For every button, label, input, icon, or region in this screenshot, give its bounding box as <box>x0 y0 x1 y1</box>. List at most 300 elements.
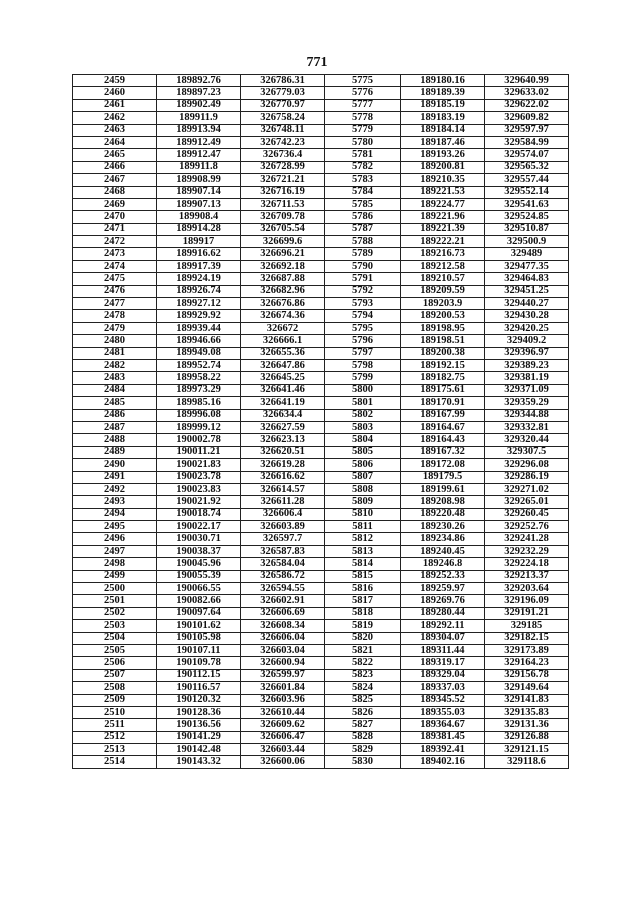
cell-y-left: 326728.99 <box>241 161 325 173</box>
cell-y-left: 326699.6 <box>241 236 325 248</box>
cell-y-right: 329213.37 <box>485 570 569 582</box>
cell-x-left: 190022.17 <box>157 521 241 533</box>
table-row <box>73 397 569 409</box>
cell-x-right: 189364.67 <box>401 719 485 731</box>
cell-point-id-left: 2493 <box>73 496 157 508</box>
cell-x-left: 189958.22 <box>157 372 241 384</box>
table-row <box>73 583 569 595</box>
table-row <box>73 87 569 99</box>
cell-point-id-left: 2476 <box>73 285 157 297</box>
cell-x-right: 189167.32 <box>401 446 485 458</box>
cell-x-left: 189999.12 <box>157 421 241 433</box>
cell-point-id-left: 2496 <box>73 533 157 545</box>
table-row <box>73 595 569 607</box>
cell-x-right: 189200.81 <box>401 161 485 173</box>
cell-x-right: 189319.17 <box>401 657 485 669</box>
table-row <box>73 719 569 731</box>
cell-y-right: 329640.99 <box>485 75 569 87</box>
cell-x-left: 189902.49 <box>157 99 241 111</box>
cell-y-left: 326655.36 <box>241 347 325 359</box>
cell-x-right: 189193.26 <box>401 149 485 161</box>
cell-y-right: 329118.6 <box>485 756 569 768</box>
cell-y-right: 329389.23 <box>485 359 569 371</box>
cell-y-left: 326609.62 <box>241 719 325 731</box>
table-row <box>73 496 569 508</box>
table-row <box>73 434 569 446</box>
cell-x-right: 189292.11 <box>401 620 485 632</box>
cell-x-right: 189224.77 <box>401 198 485 210</box>
cell-point-id-left: 2502 <box>73 607 157 619</box>
cell-x-right: 189184.14 <box>401 124 485 136</box>
cell-y-right: 329296.08 <box>485 459 569 471</box>
cell-x-right: 189198.95 <box>401 322 485 334</box>
cell-x-left: 189911.8 <box>157 161 241 173</box>
table-row <box>73 483 569 495</box>
cell-point-id-right: 5828 <box>325 731 401 743</box>
cell-point-id-right: 5819 <box>325 620 401 632</box>
cell-x-right: 189210.35 <box>401 174 485 186</box>
cell-x-left: 189916.62 <box>157 248 241 260</box>
cell-point-id-right: 5779 <box>325 124 401 136</box>
cell-y-left: 326672 <box>241 322 325 334</box>
cell-y-left: 326705.54 <box>241 223 325 235</box>
cell-x-right: 189164.43 <box>401 434 485 446</box>
cell-y-left: 326603.96 <box>241 694 325 706</box>
cell-x-left: 189973.29 <box>157 384 241 396</box>
cell-x-right: 189221.53 <box>401 186 485 198</box>
cell-y-right: 329141.83 <box>485 694 569 706</box>
cell-y-left: 326599.97 <box>241 669 325 681</box>
table-row <box>73 335 569 347</box>
cell-y-right: 329173.89 <box>485 644 569 656</box>
coordinates-table-body <box>73 75 569 769</box>
cell-x-left: 189927.12 <box>157 298 241 310</box>
cell-y-left: 326779.03 <box>241 87 325 99</box>
cell-point-id-left: 2465 <box>73 149 157 161</box>
cell-y-right: 329420.25 <box>485 322 569 334</box>
table-row <box>73 347 569 359</box>
cell-point-id-right: 5792 <box>325 285 401 297</box>
cell-x-left: 190082.66 <box>157 595 241 607</box>
cell-point-id-right: 5788 <box>325 236 401 248</box>
cell-x-right: 189304.07 <box>401 632 485 644</box>
cell-y-left: 326606.47 <box>241 731 325 743</box>
cell-point-id-left: 2504 <box>73 632 157 644</box>
cell-point-id-right: 5810 <box>325 508 401 520</box>
cell-point-id-left: 2486 <box>73 409 157 421</box>
cell-y-left: 326603.44 <box>241 744 325 756</box>
cell-y-right: 329500.9 <box>485 236 569 248</box>
cell-point-id-left: 2461 <box>73 99 157 111</box>
table-row <box>73 99 569 111</box>
cell-point-id-right: 5809 <box>325 496 401 508</box>
cell-point-id-left: 2467 <box>73 174 157 186</box>
cell-x-left: 190116.57 <box>157 682 241 694</box>
cell-y-right: 329232.29 <box>485 545 569 557</box>
cell-x-left: 190011.21 <box>157 446 241 458</box>
cell-point-id-left: 2470 <box>73 211 157 223</box>
cell-point-id-right: 5794 <box>325 310 401 322</box>
cell-y-right: 329224.18 <box>485 558 569 570</box>
cell-y-right: 329196.09 <box>485 595 569 607</box>
table-row <box>73 149 569 161</box>
cell-y-right: 329156.78 <box>485 669 569 681</box>
cell-x-right: 189402.16 <box>401 756 485 768</box>
cell-point-id-left: 2462 <box>73 112 157 124</box>
cell-y-right: 329149.64 <box>485 682 569 694</box>
cell-x-right: 189221.39 <box>401 223 485 235</box>
table-row <box>73 570 569 582</box>
cell-x-right: 189337.03 <box>401 682 485 694</box>
cell-y-left: 326696.21 <box>241 248 325 260</box>
cell-y-left: 326676.86 <box>241 298 325 310</box>
cell-x-right: 189259.97 <box>401 583 485 595</box>
cell-x-right: 189234.86 <box>401 533 485 545</box>
table-row <box>73 421 569 433</box>
table-row <box>73 372 569 384</box>
cell-point-id-left: 2506 <box>73 657 157 669</box>
cell-x-left: 189917.39 <box>157 260 241 272</box>
table-row <box>73 124 569 136</box>
page-number: 771 <box>306 55 328 70</box>
cell-x-left: 189924.19 <box>157 273 241 285</box>
cell-point-id-right: 5807 <box>325 471 401 483</box>
cell-point-id-left: 2512 <box>73 731 157 743</box>
cell-point-id-right: 5817 <box>325 595 401 607</box>
cell-y-right: 329191.21 <box>485 607 569 619</box>
cell-point-id-right: 5824 <box>325 682 401 694</box>
cell-y-right: 329381.19 <box>485 372 569 384</box>
cell-point-id-right: 5821 <box>325 644 401 656</box>
cell-x-right: 189280.44 <box>401 607 485 619</box>
cell-point-id-left: 2499 <box>73 570 157 582</box>
cell-point-id-left: 2481 <box>73 347 157 359</box>
cell-y-right: 329332.81 <box>485 421 569 433</box>
cell-point-id-right: 5806 <box>325 459 401 471</box>
cell-x-right: 189179.5 <box>401 471 485 483</box>
cell-x-left: 190030.71 <box>157 533 241 545</box>
table-row <box>73 186 569 198</box>
cell-x-right: 189252.33 <box>401 570 485 582</box>
cell-y-left: 326620.51 <box>241 446 325 458</box>
cell-y-left: 326645.25 <box>241 372 325 384</box>
cell-y-right: 329609.82 <box>485 112 569 124</box>
cell-point-id-left: 2472 <box>73 236 157 248</box>
cell-x-left: 189949.08 <box>157 347 241 359</box>
cell-y-left: 326716.19 <box>241 186 325 198</box>
table-row <box>73 657 569 669</box>
cell-x-left: 189929.92 <box>157 310 241 322</box>
cell-point-id-right: 5796 <box>325 335 401 347</box>
cell-y-left: 326711.53 <box>241 198 325 210</box>
cell-x-left: 190107.11 <box>157 644 241 656</box>
cell-point-id-right: 5785 <box>325 198 401 210</box>
cell-x-left: 189908.99 <box>157 174 241 186</box>
cell-point-id-right: 5826 <box>325 706 401 718</box>
table-row <box>73 706 569 718</box>
cell-y-left: 326721.21 <box>241 174 325 186</box>
cell-point-id-right: 5801 <box>325 397 401 409</box>
table-row <box>73 669 569 681</box>
cell-point-id-left: 2473 <box>73 248 157 260</box>
cell-y-right: 329126.88 <box>485 731 569 743</box>
cell-point-id-right: 5815 <box>325 570 401 582</box>
table-row <box>73 248 569 260</box>
cell-point-id-right: 5820 <box>325 632 401 644</box>
cell-x-right: 189175.61 <box>401 384 485 396</box>
cell-x-left: 190055.39 <box>157 570 241 582</box>
cell-x-left: 190021.83 <box>157 459 241 471</box>
cell-x-left: 189946.66 <box>157 335 241 347</box>
table-row <box>73 644 569 656</box>
cell-point-id-right: 5778 <box>325 112 401 124</box>
cell-y-left: 326606.04 <box>241 632 325 644</box>
cell-y-right: 329584.99 <box>485 136 569 148</box>
cell-y-right: 329510.87 <box>485 223 569 235</box>
cell-y-right: 329574.07 <box>485 149 569 161</box>
cell-x-left: 189907.14 <box>157 186 241 198</box>
cell-y-left: 326614.57 <box>241 483 325 495</box>
cell-y-left: 326603.89 <box>241 521 325 533</box>
cell-point-id-right: 5789 <box>325 248 401 260</box>
cell-y-left: 326601.84 <box>241 682 325 694</box>
cell-y-left: 326742.23 <box>241 136 325 148</box>
cell-point-id-left: 2501 <box>73 595 157 607</box>
cell-y-right: 329121.15 <box>485 744 569 756</box>
cell-x-left: 189912.49 <box>157 136 241 148</box>
cell-point-id-left: 2508 <box>73 682 157 694</box>
cell-y-left: 326616.62 <box>241 471 325 483</box>
cell-y-right: 329286.19 <box>485 471 569 483</box>
cell-y-right: 329633.02 <box>485 87 569 99</box>
cell-y-right: 329135.83 <box>485 706 569 718</box>
cell-y-right: 329396.97 <box>485 347 569 359</box>
cell-y-left: 326641.19 <box>241 397 325 409</box>
table-row <box>73 756 569 768</box>
cell-point-id-right: 5803 <box>325 421 401 433</box>
cell-x-right: 189164.67 <box>401 421 485 433</box>
cell-x-left: 189907.13 <box>157 198 241 210</box>
table-row <box>73 260 569 272</box>
cell-x-left: 190105.98 <box>157 632 241 644</box>
cell-x-left: 190112.15 <box>157 669 241 681</box>
cell-x-right: 189230.26 <box>401 521 485 533</box>
cell-x-right: 189246.8 <box>401 558 485 570</box>
cell-y-left: 326770.97 <box>241 99 325 111</box>
table-row <box>73 682 569 694</box>
cell-y-right: 329552.14 <box>485 186 569 198</box>
cell-x-left: 190038.37 <box>157 545 241 557</box>
cell-point-id-right: 5808 <box>325 483 401 495</box>
table-row <box>73 211 569 223</box>
cell-point-id-right: 5787 <box>325 223 401 235</box>
cell-x-left: 189911.9 <box>157 112 241 124</box>
cell-point-id-left: 2490 <box>73 459 157 471</box>
cell-x-right: 189210.57 <box>401 273 485 285</box>
cell-y-left: 326584.04 <box>241 558 325 570</box>
table-row <box>73 694 569 706</box>
cell-x-left: 189892.76 <box>157 75 241 87</box>
table-row <box>73 607 569 619</box>
table-row <box>73 285 569 297</box>
cell-x-left: 190023.83 <box>157 483 241 495</box>
cell-x-left: 189952.74 <box>157 359 241 371</box>
cell-y-left: 326647.86 <box>241 359 325 371</box>
cell-point-id-right: 5818 <box>325 607 401 619</box>
cell-y-left: 326586.72 <box>241 570 325 582</box>
cell-x-left: 190101.62 <box>157 620 241 632</box>
cell-x-left: 190128.36 <box>157 706 241 718</box>
cell-y-left: 326627.59 <box>241 421 325 433</box>
cell-y-right: 329164.23 <box>485 657 569 669</box>
cell-point-id-right: 5777 <box>325 99 401 111</box>
table-row <box>73 198 569 210</box>
cell-x-right: 189172.08 <box>401 459 485 471</box>
cell-x-left: 190066.55 <box>157 583 241 595</box>
cell-point-id-left: 2474 <box>73 260 157 272</box>
cell-point-id-left: 2471 <box>73 223 157 235</box>
cell-x-left: 189939.44 <box>157 322 241 334</box>
table-row <box>73 310 569 322</box>
cell-x-left: 190142.48 <box>157 744 241 756</box>
cell-y-left: 326666.1 <box>241 335 325 347</box>
cell-x-right: 189200.53 <box>401 310 485 322</box>
cell-y-left: 326602.91 <box>241 595 325 607</box>
cell-x-right: 189212.58 <box>401 260 485 272</box>
cell-point-id-right: 5781 <box>325 149 401 161</box>
cell-y-left: 326709.78 <box>241 211 325 223</box>
cell-y-right: 329260.45 <box>485 508 569 520</box>
cell-y-left: 326587.83 <box>241 545 325 557</box>
cell-x-left: 189926.74 <box>157 285 241 297</box>
cell-point-id-left: 2511 <box>73 719 157 731</box>
cell-point-id-left: 2503 <box>73 620 157 632</box>
cell-point-id-right: 5802 <box>325 409 401 421</box>
cell-x-right: 189311.44 <box>401 644 485 656</box>
cell-point-id-right: 5797 <box>325 347 401 359</box>
cell-y-left: 326608.34 <box>241 620 325 632</box>
cell-y-left: 326736.4 <box>241 149 325 161</box>
cell-point-id-right: 5814 <box>325 558 401 570</box>
cell-y-right: 329557.44 <box>485 174 569 186</box>
cell-point-id-left: 2480 <box>73 335 157 347</box>
cell-point-id-right: 5798 <box>325 359 401 371</box>
table-row <box>73 136 569 148</box>
cell-y-right: 329524.85 <box>485 211 569 223</box>
cell-y-left: 326786.31 <box>241 75 325 87</box>
table-row <box>73 731 569 743</box>
table-row <box>73 620 569 632</box>
cell-y-right: 329622.02 <box>485 99 569 111</box>
cell-point-id-right: 5830 <box>325 756 401 768</box>
cell-point-id-left: 2487 <box>73 421 157 433</box>
cell-point-id-left: 2463 <box>73 124 157 136</box>
cell-point-id-right: 5813 <box>325 545 401 557</box>
cell-x-right: 189183.19 <box>401 112 485 124</box>
cell-point-id-right: 5782 <box>325 161 401 173</box>
cell-x-left: 190002.78 <box>157 434 241 446</box>
table-row <box>73 298 569 310</box>
cell-point-id-left: 2514 <box>73 756 157 768</box>
cell-x-right: 189329.04 <box>401 669 485 681</box>
cell-point-id-left: 2482 <box>73 359 157 371</box>
cell-point-id-left: 2477 <box>73 298 157 310</box>
cell-y-left: 326611.28 <box>241 496 325 508</box>
cell-x-right: 189220.48 <box>401 508 485 520</box>
table-row <box>73 558 569 570</box>
table-row <box>73 273 569 285</box>
cell-point-id-left: 2491 <box>73 471 157 483</box>
cell-point-id-right: 5805 <box>325 446 401 458</box>
cell-point-id-right: 5791 <box>325 273 401 285</box>
cell-x-right: 189182.75 <box>401 372 485 384</box>
cell-point-id-right: 5812 <box>325 533 401 545</box>
cell-point-id-right: 5793 <box>325 298 401 310</box>
cell-x-left: 190018.74 <box>157 508 241 520</box>
cell-y-left: 326603.04 <box>241 644 325 656</box>
cell-x-right: 189203.9 <box>401 298 485 310</box>
cell-point-id-left: 2509 <box>73 694 157 706</box>
cell-point-id-left: 2510 <box>73 706 157 718</box>
cell-x-right: 189216.73 <box>401 248 485 260</box>
cell-point-id-left: 2497 <box>73 545 157 557</box>
cell-y-right: 329265.01 <box>485 496 569 508</box>
cell-point-id-left: 2489 <box>73 446 157 458</box>
cell-y-right: 329185 <box>485 620 569 632</box>
table-row <box>73 545 569 557</box>
cell-y-left: 326692.18 <box>241 260 325 272</box>
cell-y-right: 329320.44 <box>485 434 569 446</box>
cell-y-right: 329451.25 <box>485 285 569 297</box>
cell-point-id-right: 5780 <box>325 136 401 148</box>
cell-point-id-right: 5823 <box>325 669 401 681</box>
cell-point-id-left: 2492 <box>73 483 157 495</box>
table-row <box>73 632 569 644</box>
cell-x-left: 189917 <box>157 236 241 248</box>
cell-x-right: 189192.15 <box>401 359 485 371</box>
cell-x-right: 189209.59 <box>401 285 485 297</box>
cell-point-id-left: 2500 <box>73 583 157 595</box>
cell-point-id-left: 2479 <box>73 322 157 334</box>
cell-point-id-right: 5825 <box>325 694 401 706</box>
cell-x-right: 189222.21 <box>401 236 485 248</box>
cell-x-left: 190109.78 <box>157 657 241 669</box>
cell-point-id-right: 5804 <box>325 434 401 446</box>
cell-point-id-right: 5775 <box>325 75 401 87</box>
cell-y-left: 326619.28 <box>241 459 325 471</box>
cell-point-id-left: 2464 <box>73 136 157 148</box>
cell-point-id-left: 2460 <box>73 87 157 99</box>
cell-y-right: 329464.83 <box>485 273 569 285</box>
cell-y-right: 329182.15 <box>485 632 569 644</box>
cell-y-left: 326610.44 <box>241 706 325 718</box>
cell-point-id-right: 5800 <box>325 384 401 396</box>
cell-y-right: 329131.36 <box>485 719 569 731</box>
cell-y-left: 326682.96 <box>241 285 325 297</box>
cell-point-id-left: 2507 <box>73 669 157 681</box>
table-row <box>73 384 569 396</box>
cell-x-left: 190136.56 <box>157 719 241 731</box>
table-row <box>73 508 569 520</box>
cell-x-right: 189355.03 <box>401 706 485 718</box>
cell-point-id-left: 2483 <box>73 372 157 384</box>
cell-point-id-left: 2513 <box>73 744 157 756</box>
cell-x-left: 189897.23 <box>157 87 241 99</box>
cell-y-right: 329241.28 <box>485 533 569 545</box>
cell-point-id-right: 5811 <box>325 521 401 533</box>
cell-y-right: 329371.09 <box>485 384 569 396</box>
cell-point-id-right: 5829 <box>325 744 401 756</box>
